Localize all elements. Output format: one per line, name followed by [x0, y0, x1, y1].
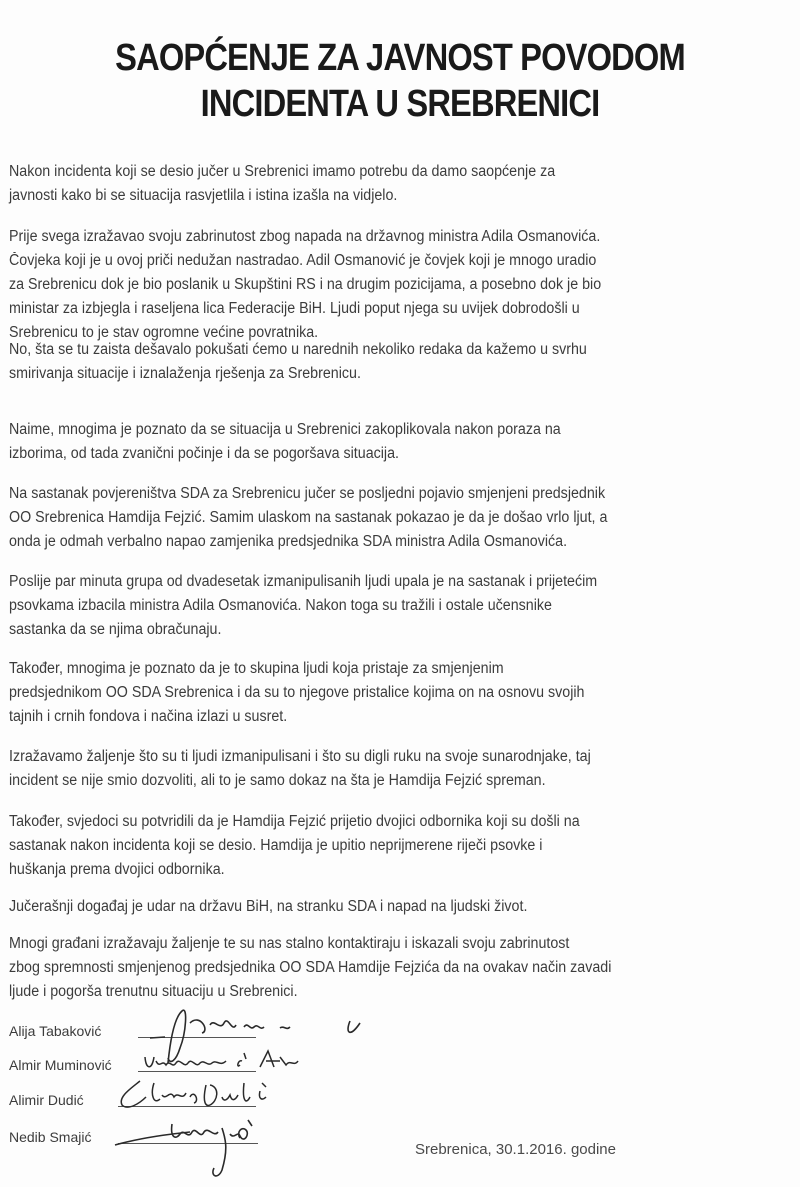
paragraph-line: huškanja prema dvojici odbornika.: [9, 861, 225, 878]
paragraph-line: ljude i pogorša trenutnu situaciju u Srebrenici.: [9, 983, 298, 1000]
paragraph-line: incident se nije smio dozvoliti, ali to je samo dokaz na šta je Hamdija Fejzić spreman.: [9, 772, 546, 789]
paragraph-line: ministar za izbjegla i raseljena lica Federacije BiH. Ljudi poput njega su uvijek dobrodošli u: [9, 300, 580, 317]
paragraph-line: psovkama izbacila ministra Adila Osmanovića. Nakon toga su tražili i ostale učensnike: [9, 597, 552, 614]
paragraph-line: onda je odmah verbalno napao zamjenika predsjednika SDA ministra Adila Osmanovića.: [9, 533, 568, 550]
paragraph-6: [9, 570, 799, 642]
signatory-4: [9, 1129, 91, 1145]
document-title-line-2: INCIDENTA U SREBRENICI: [200, 83, 600, 125]
paragraph-3: [9, 338, 799, 386]
signatory-1: [9, 1023, 101, 1039]
paragraph-line: Jučerašnji događaj je udar na državu BiH, na stranku SDA i napad na ljudski život.: [9, 898, 528, 915]
paragraph-line: za Srebrenicu dok je bio poslanik u Skupštini RS i na drugim pozicijama, a posebno dok je bio: [9, 276, 602, 293]
place-and-date: Srebrenica, 30.1.2016. godine: [415, 1141, 616, 1158]
paragraph-11: [9, 932, 799, 1004]
paragraph-line: Također, svjedoci su potvridili da je Hamdija Fejzić prijetio dvojici odbornika koji su došli na: [9, 813, 580, 830]
paragraph-line: izborima, od tada zvanični počinje i da se pogoršava situacija.: [9, 445, 399, 462]
paragraph-line: javnosti kako bi se situacija rasvjetlila i istina izašla na vidjelo.: [9, 187, 398, 204]
paragraph-4: [9, 418, 799, 466]
signatory-name: Nedib Smajić: [9, 1129, 92, 1145]
paragraph-2: [9, 225, 799, 345]
paragraph-line: tajnih i crnih fondova i načina izlazi u susret.: [9, 708, 288, 725]
paragraph-line: smirivanja situacije i iznalaženja rješenja za Srebrenicu.: [9, 365, 361, 382]
paragraph-7: [9, 657, 799, 729]
paragraph-5: [9, 482, 799, 554]
paragraph-8: [9, 745, 799, 793]
paragraph-line: Srebrenicu to je stav ogromne većine povratnika.: [9, 324, 319, 341]
paragraph-line: Mnogi građani izražavaju žaljenje te su nas stalno kontaktiraju i iskazali svoju zabrinutost: [9, 935, 570, 952]
paragraph-9: [9, 810, 799, 882]
paragraph-line: Poslije par minuta grupa od dvadesetak izmanipulisanih ljudi upala je na sastanak i prijetećim: [9, 573, 598, 590]
document-title-line-1: SAOPĆENJE ZA JAVNOST POVODOM: [115, 37, 685, 79]
paragraph-line: sastanak nakon incidenta koji se desio. Hamdija je upitio neprijmerene riječi psovke i: [9, 837, 543, 854]
signatory-name: Almir Muminović: [9, 1057, 112, 1073]
signature-nedib-smajic: [110, 1110, 290, 1185]
paragraph-line: Nakon incidenta koji se desio jučer u Srebrenici imamo potrebu da damo saopćenje za: [9, 163, 556, 180]
paragraph-line: Na sastanak povjereništva SDA za Srebrenicu jučer se posljedni pojavio smjenjeni predsjednik: [9, 485, 606, 502]
paragraph-line: OO Srebrenica Hamdija Fejzić. Samim ulaskom na sastanak pokazao je da je došao vrlo ljut, a: [9, 509, 608, 526]
paragraph-line: predsjednikom OO SDA Srebrenica i da su to njegove pristalice kojima on na osnovu svojih: [9, 684, 585, 701]
paragraph-line: Prije svega izražavao svoju zabrinutost zbog napada na državnog ministra Adila Osmanovića.: [9, 228, 601, 245]
signatory-name: Alimir Dudić: [9, 1092, 84, 1108]
paragraph-line: No, šta se tu zaista dešavalo pokušati ćemo u narednih nekoliko redaka da kažemo u svrhu: [9, 341, 587, 358]
paragraph-10: [9, 895, 799, 919]
signatory-name: Alija Tabaković: [9, 1023, 102, 1039]
signatory-3: [9, 1092, 84, 1108]
paragraph-1: [9, 160, 799, 208]
paragraph-line: Čovjeka koji je u ovoj priči nedužan nastradao. Adil Osmanović je čovjek koji je mnogo uradio: [9, 252, 597, 269]
paragraph-line: sastanka da se njima obračunaju.: [9, 621, 222, 638]
paragraph-line: zbog spremnosti smjenjenog predsjednika OO SDA Hamdije Fejzića da na ovakav način zavadi: [9, 959, 612, 976]
signatory-2: [9, 1057, 112, 1073]
paragraph-line: Izražavamo žaljenje što su ti ljudi izmanipulisani i što su digli ruku na svoje sunarodnjake, taj: [9, 748, 591, 765]
signature-alimir-dudic: [110, 1075, 340, 1115]
paragraph-line: Naime, mnogima je poznato da se situacija u Srebrenici zakoplikovala nakon poraza na: [9, 421, 561, 438]
paragraph-line: Također, mnogima je poznato da je to skupina ljudi koja pristaje za smjenjenim: [9, 660, 504, 677]
